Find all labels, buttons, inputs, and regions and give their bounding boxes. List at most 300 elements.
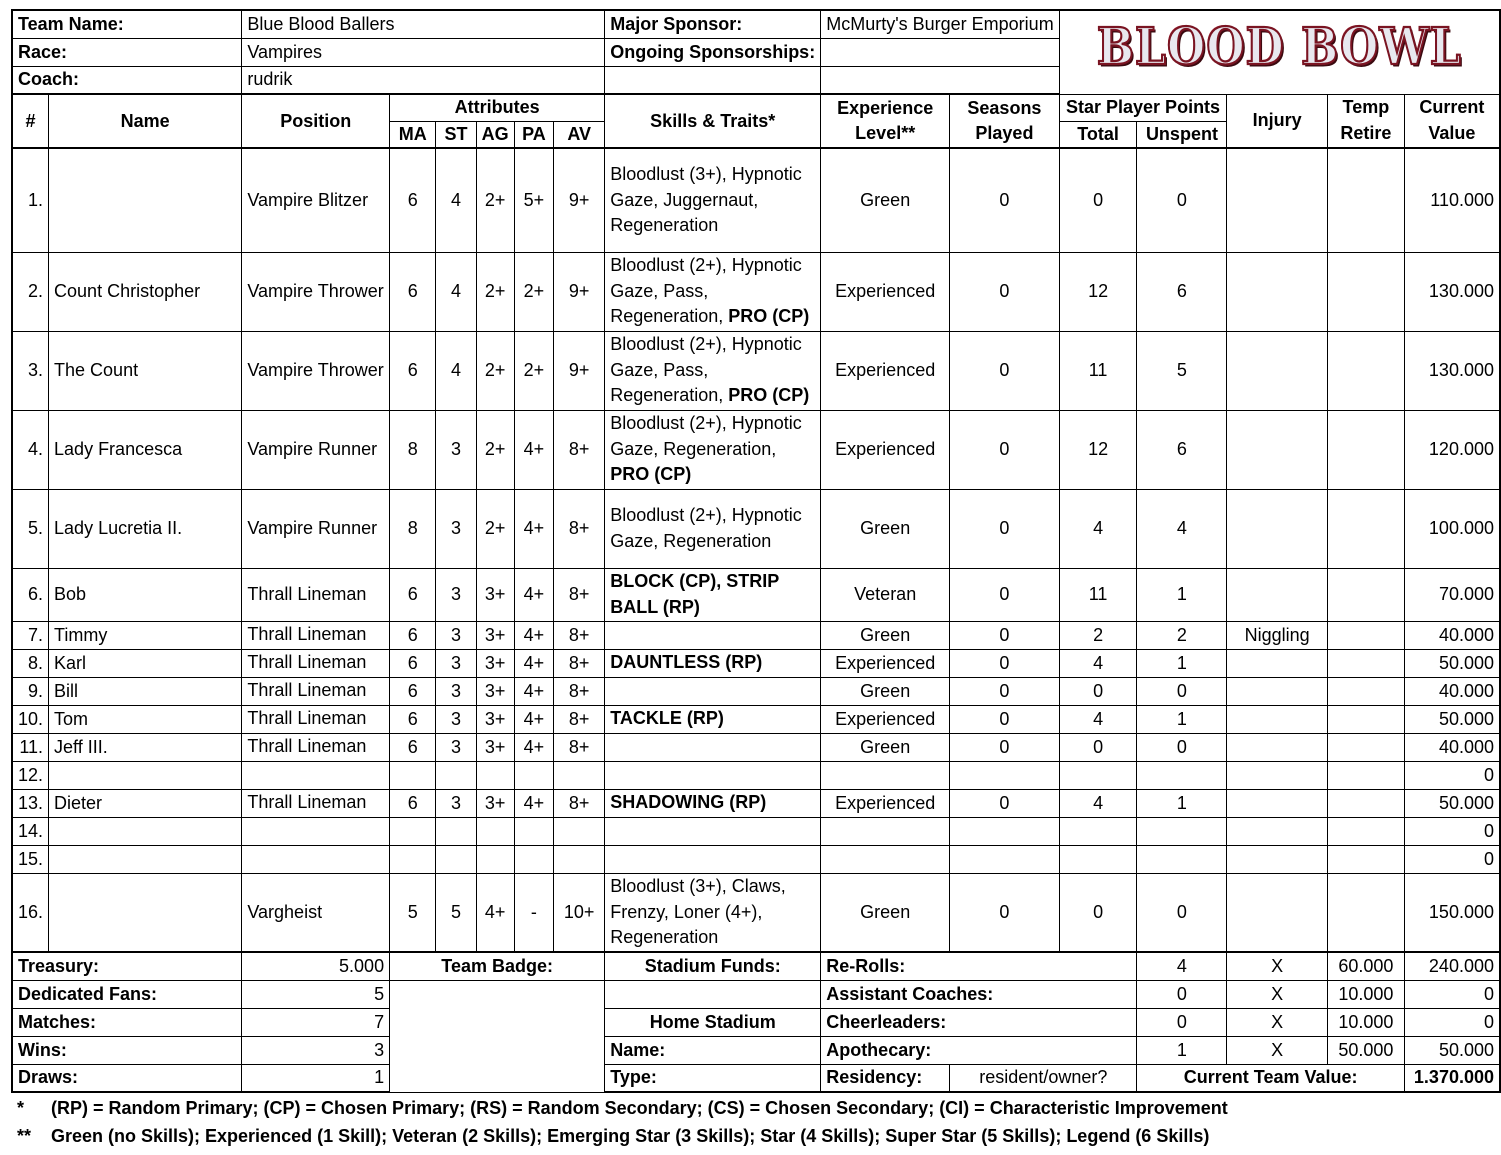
player-ma[interactable]: 8 [390,489,436,568]
player-name[interactable] [49,817,242,845]
player-av[interactable] [554,817,605,845]
player-seasons[interactable]: 0 [950,621,1060,649]
player-spp-total[interactable]: 0 [1059,677,1137,705]
player-skills[interactable]: Bloodlust (2+), Hypnotic Gaze, Regeneration, PRO (CP) [605,410,821,489]
col-position: Position [242,94,390,148]
player-position[interactable]: Vampire Thrower [242,252,390,331]
player-spp-unspent[interactable]: 6 [1137,410,1227,489]
player-injury[interactable] [1227,873,1328,952]
team-name-value[interactable]: Blue Blood Ballers [242,10,605,38]
player-st[interactable]: 5 [436,873,476,952]
player-num[interactable]: 11. [12,733,49,761]
draws-value[interactable]: 1 [242,1064,390,1092]
player-pa[interactable]: 4+ [514,705,554,733]
player-experience[interactable] [821,817,950,845]
matches-label: Matches: [12,1008,242,1036]
player-av[interactable] [554,845,605,873]
player-injury[interactable] [1227,817,1328,845]
player-skills[interactable] [605,845,821,873]
player-name[interactable]: Bill [49,677,242,705]
col-ag: AG [476,121,514,148]
player-ag[interactable]: 3+ [476,733,514,761]
treasury-value[interactable]: 5.000 [242,952,390,980]
player-name[interactable] [49,845,242,873]
player-spp-total[interactable]: 0 [1059,148,1137,252]
player-ma[interactable] [390,817,436,845]
player-seasons[interactable]: 0 [950,410,1060,489]
player-seasons[interactable]: 0 [950,252,1060,331]
player-spp-total[interactable]: 4 [1059,705,1137,733]
player-experience[interactable]: Green [821,733,950,761]
player-position[interactable] [242,761,390,789]
player-skills[interactable]: SHADOWING (RP) [605,789,821,817]
current-team-value: 1.370.000 [1404,1064,1500,1092]
player-position[interactable]: Vampire Runner [242,489,390,568]
player-spp-total[interactable]: 11 [1059,331,1137,410]
player-temp-retire[interactable] [1327,568,1404,621]
player-spp-unspent[interactable]: 1 [1137,789,1227,817]
player-pa[interactable]: 4+ [514,410,554,489]
player-ag[interactable]: 3+ [476,705,514,733]
player-current-value[interactable]: 40.000 [1404,733,1500,761]
rerolls-x: X [1227,952,1328,980]
player-temp-retire[interactable] [1327,148,1404,252]
player-st[interactable]: 4 [436,331,476,410]
player-spp-unspent[interactable] [1137,845,1227,873]
dedicated-fans-label: Dedicated Fans: [12,980,242,1008]
player-temp-retire[interactable] [1327,845,1404,873]
apothecary-qty[interactable]: 1 [1137,1036,1227,1064]
player-temp-retire[interactable] [1327,817,1404,845]
player-position[interactable]: Thrall Lineman [242,733,390,761]
player-st[interactable]: 3 [436,410,476,489]
player-current-value[interactable]: 130.000 [1404,331,1500,410]
player-temp-retire[interactable] [1327,677,1404,705]
player-seasons[interactable] [950,845,1060,873]
player-name[interactable]: Tom [49,705,242,733]
player-ag[interactable]: 3+ [476,649,514,677]
player-spp-unspent[interactable]: 5 [1137,331,1227,410]
player-st[interactable]: 4 [436,148,476,252]
residency-label: Residency: [821,1064,950,1092]
player-av[interactable]: 8+ [554,649,605,677]
col-spp: Star Player Points [1059,94,1227,121]
player-spp-total[interactable]: 12 [1059,252,1137,331]
player-experience[interactable]: Experienced [821,705,950,733]
player-current-value[interactable]: 110.000 [1404,148,1500,252]
player-av[interactable]: 8+ [554,677,605,705]
player-seasons[interactable]: 0 [950,489,1060,568]
apothecary-x: X [1227,1036,1328,1064]
player-seasons[interactable]: 0 [950,873,1060,952]
player-experience[interactable]: Veteran [821,568,950,621]
col-seasons: Seasons Played [950,94,1060,148]
coach-value[interactable]: rudrik [242,66,605,94]
player-seasons[interactable]: 0 [950,568,1060,621]
player-position[interactable]: Thrall Lineman [242,705,390,733]
player-spp-total[interactable]: 0 [1059,873,1137,952]
player-name[interactable]: Timmy [49,621,242,649]
player-ag[interactable]: 3+ [476,568,514,621]
player-seasons[interactable]: 0 [950,705,1060,733]
player-injury[interactable] [1227,733,1328,761]
player-row [12,489,1500,568]
residency-value[interactable]: resident/owner? [950,1064,1137,1092]
player-skills[interactable]: BLOCK (CP), STRIP BALL (RP) [605,568,821,621]
stadium-funds-label: Stadium Funds: [605,952,821,980]
player-position[interactable]: Thrall Lineman [242,649,390,677]
player-injury[interactable]: Niggling [1227,621,1328,649]
player-num[interactable]: 16. [12,873,49,952]
player-temp-retire[interactable] [1327,733,1404,761]
wins-label: Wins: [12,1036,242,1064]
rerolls-cost: 60.000 [1327,952,1404,980]
assistant-coaches-qty[interactable]: 0 [1137,980,1227,1008]
player-spp-total[interactable]: 4 [1059,489,1137,568]
player-experience[interactable]: Green [821,621,950,649]
player-injury[interactable] [1227,705,1328,733]
cheerleaders-qty[interactable]: 0 [1137,1008,1227,1036]
player-num[interactable]: 9. [12,677,49,705]
player-position[interactable] [242,817,390,845]
player-spp-unspent[interactable]: 0 [1137,873,1227,952]
player-ma[interactable]: 6 [390,148,436,252]
player-num[interactable]: 14. [12,817,49,845]
player-current-value[interactable]: 40.000 [1404,621,1500,649]
player-ag[interactable] [476,817,514,845]
player-num[interactable]: 6. [12,568,49,621]
player-name[interactable]: Lady Lucretia II. [49,489,242,568]
player-ag[interactable]: 2+ [476,410,514,489]
player-injury[interactable] [1227,761,1328,789]
ongoing-sponsorships-label: Ongoing Sponsorships: [605,38,821,66]
player-row [12,845,1500,873]
player-skills[interactable] [605,677,821,705]
player-seasons[interactable]: 0 [950,331,1060,410]
player-injury[interactable] [1227,331,1328,410]
player-skills[interactable]: Bloodlust (2+), Hypnotic Gaze, Regeneration [605,489,821,568]
player-ma[interactable]: 6 [390,649,436,677]
player-ma[interactable]: 6 [390,705,436,733]
col-num: # [12,94,49,148]
player-experience[interactable]: Experienced [821,331,950,410]
player-current-value[interactable]: 150.000 [1404,873,1500,952]
player-st[interactable]: 3 [436,789,476,817]
player-temp-retire[interactable] [1327,705,1404,733]
player-current-value[interactable]: 50.000 [1404,789,1500,817]
player-temp-retire[interactable] [1327,789,1404,817]
player-av[interactable]: 8+ [554,568,605,621]
player-position[interactable]: Thrall Lineman [242,677,390,705]
player-num[interactable]: 7. [12,621,49,649]
player-num[interactable]: 3. [12,331,49,410]
dedicated-fans-value[interactable]: 5 [242,980,390,1008]
player-experience[interactable]: Green [821,677,950,705]
player-row [12,568,1500,621]
player-spp-unspent[interactable]: 4 [1137,489,1227,568]
player-injury[interactable] [1227,649,1328,677]
player-skills[interactable]: Bloodlust (2+), Hypnotic Gaze, Pass, Regeneration, PRO (CP) [605,252,821,331]
player-st[interactable] [436,817,476,845]
player-temp-retire[interactable] [1327,489,1404,568]
player-temp-retire[interactable] [1327,621,1404,649]
player-seasons[interactable] [950,761,1060,789]
player-pa[interactable] [514,761,554,789]
player-name[interactable]: Lady Francesca [49,410,242,489]
player-experience[interactable]: Experienced [821,252,950,331]
player-spp-unspent[interactable]: 6 [1137,252,1227,331]
player-ag[interactable]: 2+ [476,489,514,568]
player-spp-unspent[interactable]: 2 [1137,621,1227,649]
player-skills[interactable]: DAUNTLESS (RP) [605,649,821,677]
player-av[interactable]: 9+ [554,331,605,410]
player-position[interactable]: Thrall Lineman [242,789,390,817]
player-injury[interactable] [1227,568,1328,621]
player-row [12,649,1500,677]
player-st[interactable]: 3 [436,489,476,568]
player-spp-unspent[interactable]: 0 [1137,677,1227,705]
player-name[interactable]: Count Christopher [49,252,242,331]
player-pa[interactable]: 4+ [514,677,554,705]
player-skills[interactable]: TACKLE (RP) [605,705,821,733]
player-av[interactable]: 8+ [554,705,605,733]
player-experience[interactable]: Experienced [821,789,950,817]
player-ma[interactable]: 6 [390,677,436,705]
player-spp-unspent[interactable]: 1 [1137,568,1227,621]
player-seasons[interactable]: 0 [950,148,1060,252]
player-temp-retire[interactable] [1327,410,1404,489]
player-ma[interactable]: 8 [390,410,436,489]
player-st[interactable] [436,761,476,789]
player-current-value[interactable]: 70.000 [1404,568,1500,621]
player-ag[interactable] [476,845,514,873]
player-spp-total[interactable] [1059,845,1137,873]
player-spp-unspent[interactable]: 1 [1137,649,1227,677]
player-st[interactable]: 4 [436,252,476,331]
player-row [12,733,1500,761]
player-experience[interactable]: Green [821,873,950,952]
player-current-value[interactable]: 50.000 [1404,705,1500,733]
empty-cell [821,66,1059,94]
player-ag[interactable]: 2+ [476,331,514,410]
rerolls-qty[interactable]: 4 [1137,952,1227,980]
col-current-value: Current Value [1404,94,1500,148]
player-st[interactable] [436,845,476,873]
player-pa[interactable]: - [514,873,554,952]
race-value[interactable]: Vampires [242,38,605,66]
player-experience[interactable]: Green [821,148,950,252]
player-ma[interactable]: 6 [390,621,436,649]
player-num[interactable]: 4. [12,410,49,489]
player-skills[interactable] [605,817,821,845]
player-name[interactable]: Dieter [49,789,242,817]
player-ma[interactable]: 6 [390,568,436,621]
player-pa[interactable]: 4+ [514,649,554,677]
player-skills[interactable]: Bloodlust (3+), Hypnotic Gaze, Juggernaut, Regeneration [605,148,821,252]
player-skills[interactable]: Bloodlust (2+), Hypnotic Gaze, Pass, Regeneration, PRO (CP) [605,331,821,410]
player-skills[interactable]: Bloodlust (3+), Claws, Frenzy, Loner (4+), Regeneration [605,873,821,952]
player-spp-total[interactable]: 11 [1059,568,1137,621]
player-av[interactable]: 8+ [554,733,605,761]
player-injury[interactable] [1227,410,1328,489]
player-spp-total[interactable]: 4 [1059,649,1137,677]
player-ma[interactable]: 5 [390,873,436,952]
player-injury[interactable] [1227,489,1328,568]
player-skills[interactable] [605,621,821,649]
player-name[interactable]: Bob [49,568,242,621]
player-pa[interactable]: 2+ [514,331,554,410]
col-av: AV [554,121,605,148]
player-position[interactable]: Vampire Runner [242,410,390,489]
player-current-value[interactable]: 40.000 [1404,677,1500,705]
matches-value[interactable]: 7 [242,1008,390,1036]
player-av[interactable]: 8+ [554,789,605,817]
player-injury[interactable] [1227,845,1328,873]
player-spp-total[interactable]: 4 [1059,789,1137,817]
major-sponsor-value[interactable]: McMurty's Burger Emporium [821,10,1059,38]
player-num[interactable]: 5. [12,489,49,568]
player-seasons[interactable]: 0 [950,677,1060,705]
player-pa[interactable]: 4+ [514,789,554,817]
player-spp-unspent[interactable] [1137,761,1227,789]
player-ag[interactable]: 3+ [476,789,514,817]
player-spp-unspent[interactable]: 1 [1137,705,1227,733]
player-current-value[interactable]: 50.000 [1404,649,1500,677]
player-position[interactable]: Vampire Thrower [242,331,390,410]
player-name[interactable]: The Count [49,331,242,410]
player-ag[interactable]: 3+ [476,621,514,649]
player-name[interactable]: Jeff III. [49,733,242,761]
player-st[interactable]: 3 [436,705,476,733]
player-spp-total[interactable]: 2 [1059,621,1137,649]
player-spp-total[interactable]: 0 [1059,733,1137,761]
player-seasons[interactable] [950,817,1060,845]
player-temp-retire[interactable] [1327,252,1404,331]
player-row [12,705,1500,733]
player-st[interactable]: 3 [436,568,476,621]
player-current-value[interactable]: 0 [1404,761,1500,789]
player-ag[interactable]: 2+ [476,252,514,331]
player-num[interactable]: 15. [12,845,49,873]
player-injury[interactable] [1227,789,1328,817]
player-num[interactable]: 1. [12,148,49,252]
player-num[interactable]: 2. [12,252,49,331]
player-seasons[interactable]: 0 [950,649,1060,677]
player-injury[interactable] [1227,677,1328,705]
player-num[interactable]: 8. [12,649,49,677]
player-temp-retire[interactable] [1327,331,1404,410]
player-pa[interactable]: 4+ [514,733,554,761]
player-ag[interactable]: 4+ [476,873,514,952]
cheerleaders-total: 0 [1404,1008,1500,1036]
player-current-value[interactable]: 100.000 [1404,489,1500,568]
player-pa[interactable]: 5+ [514,148,554,252]
player-ag[interactable] [476,761,514,789]
wins-value[interactable]: 3 [242,1036,390,1064]
player-pa[interactable]: 4+ [514,568,554,621]
player-ag[interactable]: 2+ [476,148,514,252]
player-spp-total[interactable]: 12 [1059,410,1137,489]
player-av[interactable]: 8+ [554,489,605,568]
player-num[interactable]: 12. [12,761,49,789]
player-st[interactable]: 3 [436,621,476,649]
player-current-value[interactable]: 0 [1404,817,1500,845]
player-temp-retire[interactable] [1327,761,1404,789]
player-injury[interactable] [1227,252,1328,331]
player-position[interactable]: Thrall Lineman [242,568,390,621]
player-spp-unspent[interactable]: 0 [1137,148,1227,252]
player-seasons[interactable]: 0 [950,733,1060,761]
player-experience[interactable] [821,761,950,789]
player-experience[interactable] [821,845,950,873]
player-name[interactable]: Karl [49,649,242,677]
player-ma[interactable]: 6 [390,733,436,761]
player-row [12,789,1500,817]
player-av[interactable]: 9+ [554,252,605,331]
rerolls-total: 240.000 [1404,952,1500,980]
player-st[interactable]: 3 [436,733,476,761]
player-ma[interactable]: 6 [390,252,436,331]
player-temp-retire[interactable] [1327,649,1404,677]
player-name[interactable] [49,873,242,952]
player-ma[interactable]: 6 [390,789,436,817]
player-experience[interactable]: Experienced [821,410,950,489]
player-temp-retire[interactable] [1327,873,1404,952]
player-experience[interactable]: Experienced [821,649,950,677]
player-av[interactable]: 8+ [554,621,605,649]
player-ma[interactable]: 6 [390,331,436,410]
ongoing-sponsorships-value[interactable] [821,38,1059,66]
player-pa[interactable]: 2+ [514,252,554,331]
player-position[interactable]: Vargheist [242,873,390,952]
player-current-value[interactable]: 120.000 [1404,410,1500,489]
player-av[interactable]: 9+ [554,148,605,252]
player-num[interactable]: 10. [12,705,49,733]
player-pa[interactable]: 4+ [514,489,554,568]
player-num[interactable]: 13. [12,789,49,817]
player-current-value[interactable]: 0 [1404,845,1500,873]
player-spp-unspent[interactable]: 0 [1137,733,1227,761]
player-av[interactable] [554,761,605,789]
player-name[interactable] [49,761,242,789]
player-pa[interactable]: 4+ [514,621,554,649]
player-av[interactable]: 8+ [554,410,605,489]
player-spp-total[interactable] [1059,817,1137,845]
player-pa[interactable] [514,817,554,845]
player-av[interactable]: 10+ [554,873,605,952]
player-ma[interactable] [390,761,436,789]
player-skills[interactable] [605,761,821,789]
player-position[interactable]: Vampire Blitzer [242,148,390,252]
player-st[interactable]: 3 [436,649,476,677]
rerolls-label: Re-Rolls: [821,952,1137,980]
player-position[interactable] [242,845,390,873]
player-seasons[interactable]: 0 [950,789,1060,817]
player-position[interactable]: Thrall Lineman [242,621,390,649]
player-spp-total[interactable] [1059,761,1137,789]
player-experience[interactable]: Green [821,489,950,568]
player-ma[interactable] [390,845,436,873]
player-name[interactable] [49,148,242,252]
player-ag[interactable]: 3+ [476,677,514,705]
player-st[interactable]: 3 [436,677,476,705]
player-skills[interactable] [605,733,821,761]
player-current-value[interactable]: 130.000 [1404,252,1500,331]
player-injury[interactable] [1227,148,1328,252]
player-spp-unspent[interactable] [1137,817,1227,845]
player-pa[interactable] [514,845,554,873]
player-row [12,148,1500,252]
